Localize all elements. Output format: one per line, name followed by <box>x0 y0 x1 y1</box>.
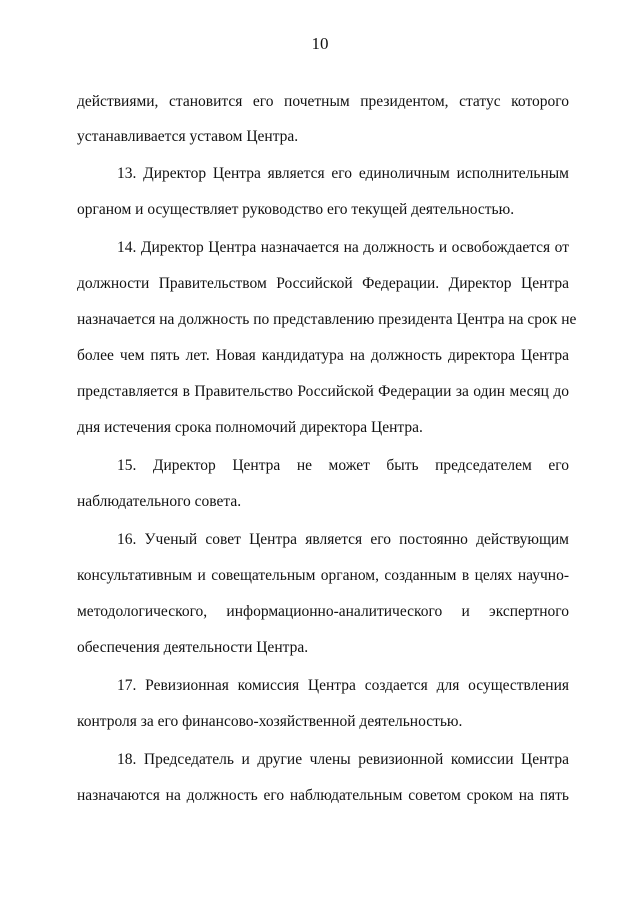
text-line: органом и осуществляет руководство его текущей деятельностью. <box>77 201 515 218</box>
text-line: 14. Директор Центра назначается на должность и освобождается от <box>117 239 569 256</box>
text-line: 13. Директор Центра является его единоличным исполнительным <box>117 165 569 182</box>
text-line: 16. Ученый совет Центра является его постоянно действующим <box>117 531 569 548</box>
text-line: дня истечения срока полномочий директора Центра. <box>77 419 423 436</box>
text-line: 17. Ревизионная комиссия Центра создается для осуществления <box>117 677 569 694</box>
text-line: наблюдательного совета. <box>77 493 242 510</box>
text-line: обеспечения деятельности Центра. <box>77 639 309 656</box>
text-line: 15. Директор Центра не может быть председателем его <box>117 457 569 474</box>
text-line: представляется в Правительство Российской Федерации за один месяц до <box>77 383 569 400</box>
text-line: консультативным и совещательным органом, созданным в целях научно- <box>77 567 569 584</box>
text-line: устанавливается уставом Центра. <box>77 128 299 145</box>
page-number: 10 <box>311 34 329 53</box>
text-line: назначаются на должность его наблюдательным советом сроком на пять <box>77 787 569 804</box>
text-line: должности Правительством Российской Федерации. Директор Центра <box>77 275 569 292</box>
text-line: назначается на должность по представлению президента Центра на срок не <box>77 311 577 328</box>
text-line: методологического, информационно-аналитического и экспертного <box>77 603 569 620</box>
text-line: 18. Председатель и другие члены ревизионной комиссии Центра <box>117 751 569 768</box>
text-line: более чем пять лет. Новая кандидатура на должность директора Центра <box>77 347 569 364</box>
text-line: действиями, становится его почетным президентом, статус которого <box>77 93 569 110</box>
text-line: контроля за его финансово-хозяйственной деятельностью. <box>77 713 463 730</box>
